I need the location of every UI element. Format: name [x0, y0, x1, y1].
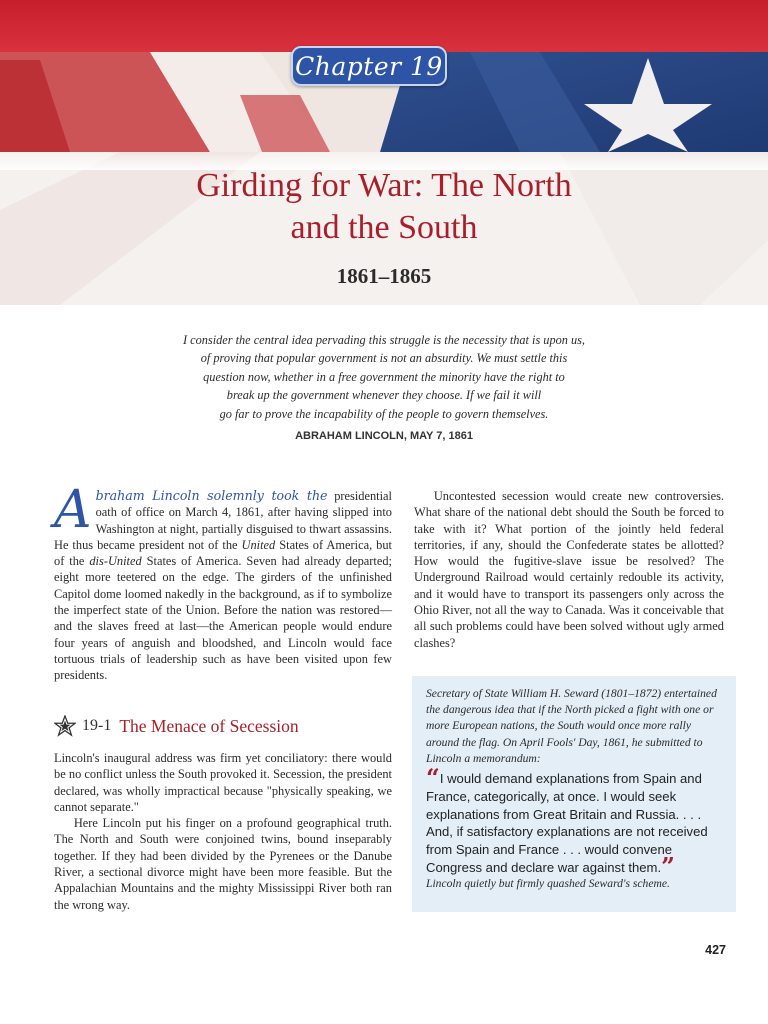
left-column-intro: [54, 480, 392, 684]
epigraph-line: break up the government whenever they choose. If we fail it will: [226, 388, 542, 403]
chapter-label: Chapter 19: [291, 46, 447, 86]
section-number: 19-1: [82, 717, 112, 734]
intro-emph-united: United: [241, 537, 276, 552]
chapter-title: [0, 165, 768, 249]
body-paragraph: Uncontested secession would create new controversies. What share of the national debt should the South be forced to take with it? What portion of the jointly held federal territories, if any, should the Confederate states be allotted? How would the fugitive-slave issue be resolved? The Underground Railroad would certainly redouble its activity, and it would have to transport its passengers only across the Ohio River, not all the way to Canada. Was it conceivable that all such problems could have been solved without ugly armed clashes?: [414, 489, 724, 650]
left-column-section: [54, 750, 392, 913]
sidebar-quote: [426, 763, 728, 881]
sidebar-intro: Secretary of State William H. Seward (1801–1872) entertained the dangerous idea that if the North picked a fight with one or more European nations, the South would once more rally around the flag. On April Fools' Day, 1861, he submitted to Lincoln a memorandum:: [426, 687, 717, 765]
quote-open-mark: “: [426, 763, 440, 792]
epigraph-line: of proving that popular government is not an absurdity. We must settle this: [200, 351, 568, 366]
intro-text-c: States of America. Seven had already departed; eight more teetered on the edge. The girders of the unfinished Capitol dome loomed nakedly in the background, as if to symbolize the imperfect state of the Union. Before the nation was restored—and the slaves freed at last—the American people would endure four years of anguish and bloodshed, and Lincoln would face tortuous trials of leadership such as have been visited upon few presidents.: [54, 554, 392, 683]
quote-close-mark: ”: [661, 851, 675, 881]
flag-banner: [0, 0, 768, 305]
title-line-2: and the South: [290, 209, 478, 246]
body-paragraph: Lincoln's inaugural address was firm yet conciliatory: there would be no conflict unless the South provoked it. Secession, the president declared, was wholly impractical because "physically speaking, we cannot separate.": [54, 751, 392, 814]
intro-emph-disunited: dis-United: [89, 554, 142, 569]
star-icon: [54, 715, 76, 737]
seward-sidebar: [412, 676, 736, 912]
intro-text-a: presidential oath of office on March 4, 1861, after having slipped into Washington at night, partially disguised to thwart assassins. He thus became president not of the: [54, 489, 392, 552]
page-number: 427: [705, 943, 726, 957]
sidebar-outro: Lincoln quietly but firmly quashed Seward's scheme.: [426, 877, 670, 890]
intro-text-b: States of America, but of the: [54, 537, 392, 569]
epigraph-line: I consider the central idea pervading this struggle is the necessity that is upon us,: [183, 333, 585, 347]
chapter-dates: 1861–1865: [336, 264, 432, 288]
lead-in-script: braham Lincoln solemnly took the: [95, 488, 328, 503]
body-paragraph: Here Lincoln put his finger on a profound geographical truth. The North and South were conjoined twins, bound inseparably together. If they had been divided by the Pyrenees or the Danube River, a sectional divorce might have been more feasible. But the Appalachian Mountains and the mighty Mississippi River both ran the wrong way.: [54, 816, 392, 912]
drop-cap: A: [54, 480, 92, 540]
sidebar-quote-text: I would demand explanations from Spain and France, categorically, at once. I would seek explanations from Great Britain and Russia. . . . And, if satisfactory explanations are not received from Spain and France . . . would convene Congress and declare war against them.: [426, 771, 708, 875]
epigraph-line: go far to prove the incapability of the people to govern themselves.: [219, 406, 549, 421]
epigraph: [150, 331, 618, 423]
epigraph-line: question now, whether in a free government the minority have the right to: [203, 369, 565, 384]
right-column: [414, 488, 724, 651]
intro-paragraph: [54, 480, 392, 684]
epigraph-attribution: ABRAHAM LINCOLN, MAY 7, 1861: [295, 430, 473, 442]
title-line-1: Girding for War: The North: [196, 167, 572, 204]
section-heading: [54, 712, 394, 740]
section-title: The Menace of Secession: [119, 715, 299, 736]
